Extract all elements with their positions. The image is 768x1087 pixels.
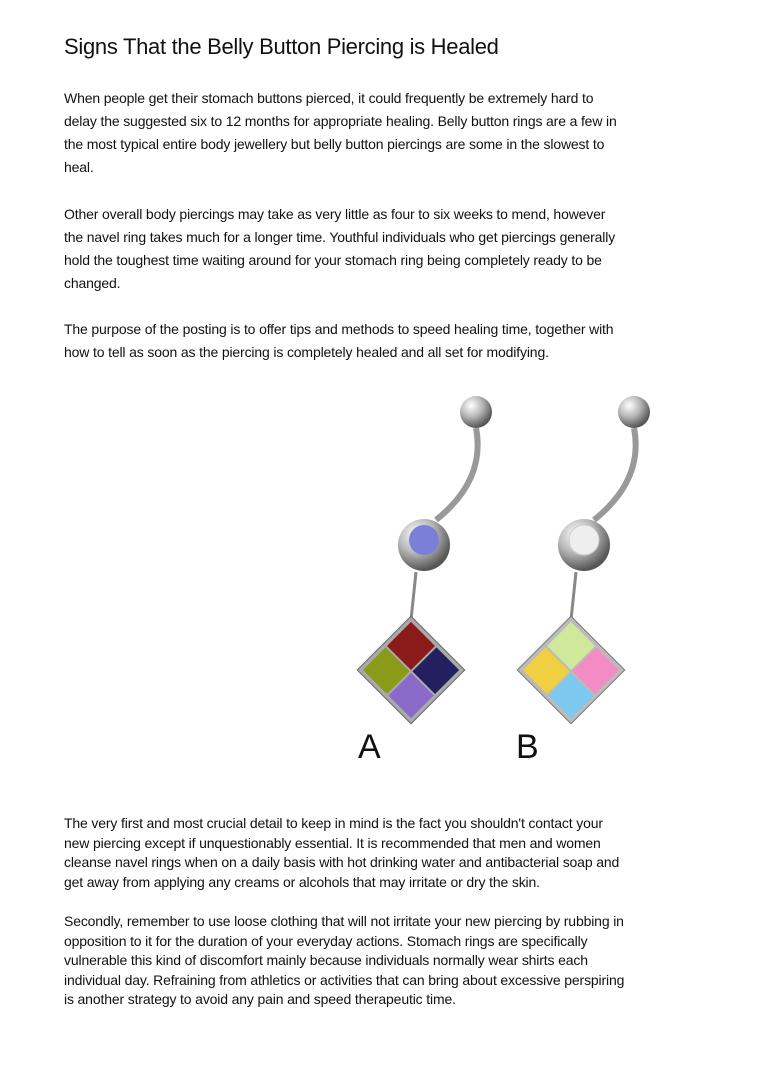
text-line: how to tell as soon as the piercing is completely healed and all set for modifying. bbox=[64, 344, 549, 360]
paragraph-2 bbox=[64, 203, 615, 295]
text-line: The very first and most crucial detail to keep in mind is the fact you shouldn't contact your bbox=[64, 815, 603, 831]
text-line: opposition to it for the duration of your everyday actions. Stomach rings are specifically bbox=[64, 932, 588, 949]
paragraph-1 bbox=[64, 87, 617, 179]
text-line: vulnerable this kind of discomfort mainly because individuals normally wear shirts each bbox=[64, 952, 588, 969]
text-line: Secondly, remember to use loose clothing that will not irritate your new piercing by rubbing in bbox=[64, 913, 624, 929]
text-line: the navel ring takes much for a longer time. Youthful individuals who get piercings generally bbox=[64, 229, 616, 245]
piercing-b bbox=[517, 396, 650, 724]
text-line: delay the suggested six to 12 months for appropriate healing. Belly button rings are a few in bbox=[64, 113, 617, 129]
text-line: heal. bbox=[64, 159, 94, 175]
paragraph-3 bbox=[64, 318, 613, 364]
page-title: Signs That the Belly Button Piercing is Healed bbox=[64, 34, 499, 59]
paragraph-4 bbox=[64, 814, 619, 892]
text-line: get away from applying any creams or alcohols that may irritate or dry the skin. bbox=[64, 873, 540, 890]
text-line: changed. bbox=[64, 275, 121, 291]
belly-ring-image bbox=[316, 380, 696, 790]
text-line: Other overall body piercings may take as very little as four to six weeks to mend, however bbox=[64, 206, 606, 222]
piercing-a bbox=[357, 396, 492, 724]
text-line: the most typical entire body jewellery but belly button piercings are some in the slowest to bbox=[64, 136, 605, 152]
label-a: A bbox=[358, 728, 381, 766]
text-line: When people get their stomach buttons pierced, it could frequently be extremely hard to bbox=[64, 90, 594, 106]
text-line: new piercing except if unquestionably essential. It is recommended that men and women bbox=[64, 834, 601, 851]
text-line: hold the toughest time waiting around for your stomach ring being completely ready to be bbox=[64, 252, 602, 268]
text-line: individual day. Refraining from athletics or activities that can bring about excessive perspiring bbox=[64, 971, 625, 988]
label-b: B bbox=[516, 728, 539, 766]
paragraph-5 bbox=[64, 912, 624, 1010]
text-line: is another strategy to avoid any pain and speed therapeutic time. bbox=[64, 991, 456, 1008]
text-line: The purpose of the posting is to offer tips and methods to speed healing time, together with bbox=[64, 321, 614, 337]
text-line: cleanse navel rings when on a daily basis with hot drinking water and antibacterial soap and bbox=[64, 854, 620, 871]
